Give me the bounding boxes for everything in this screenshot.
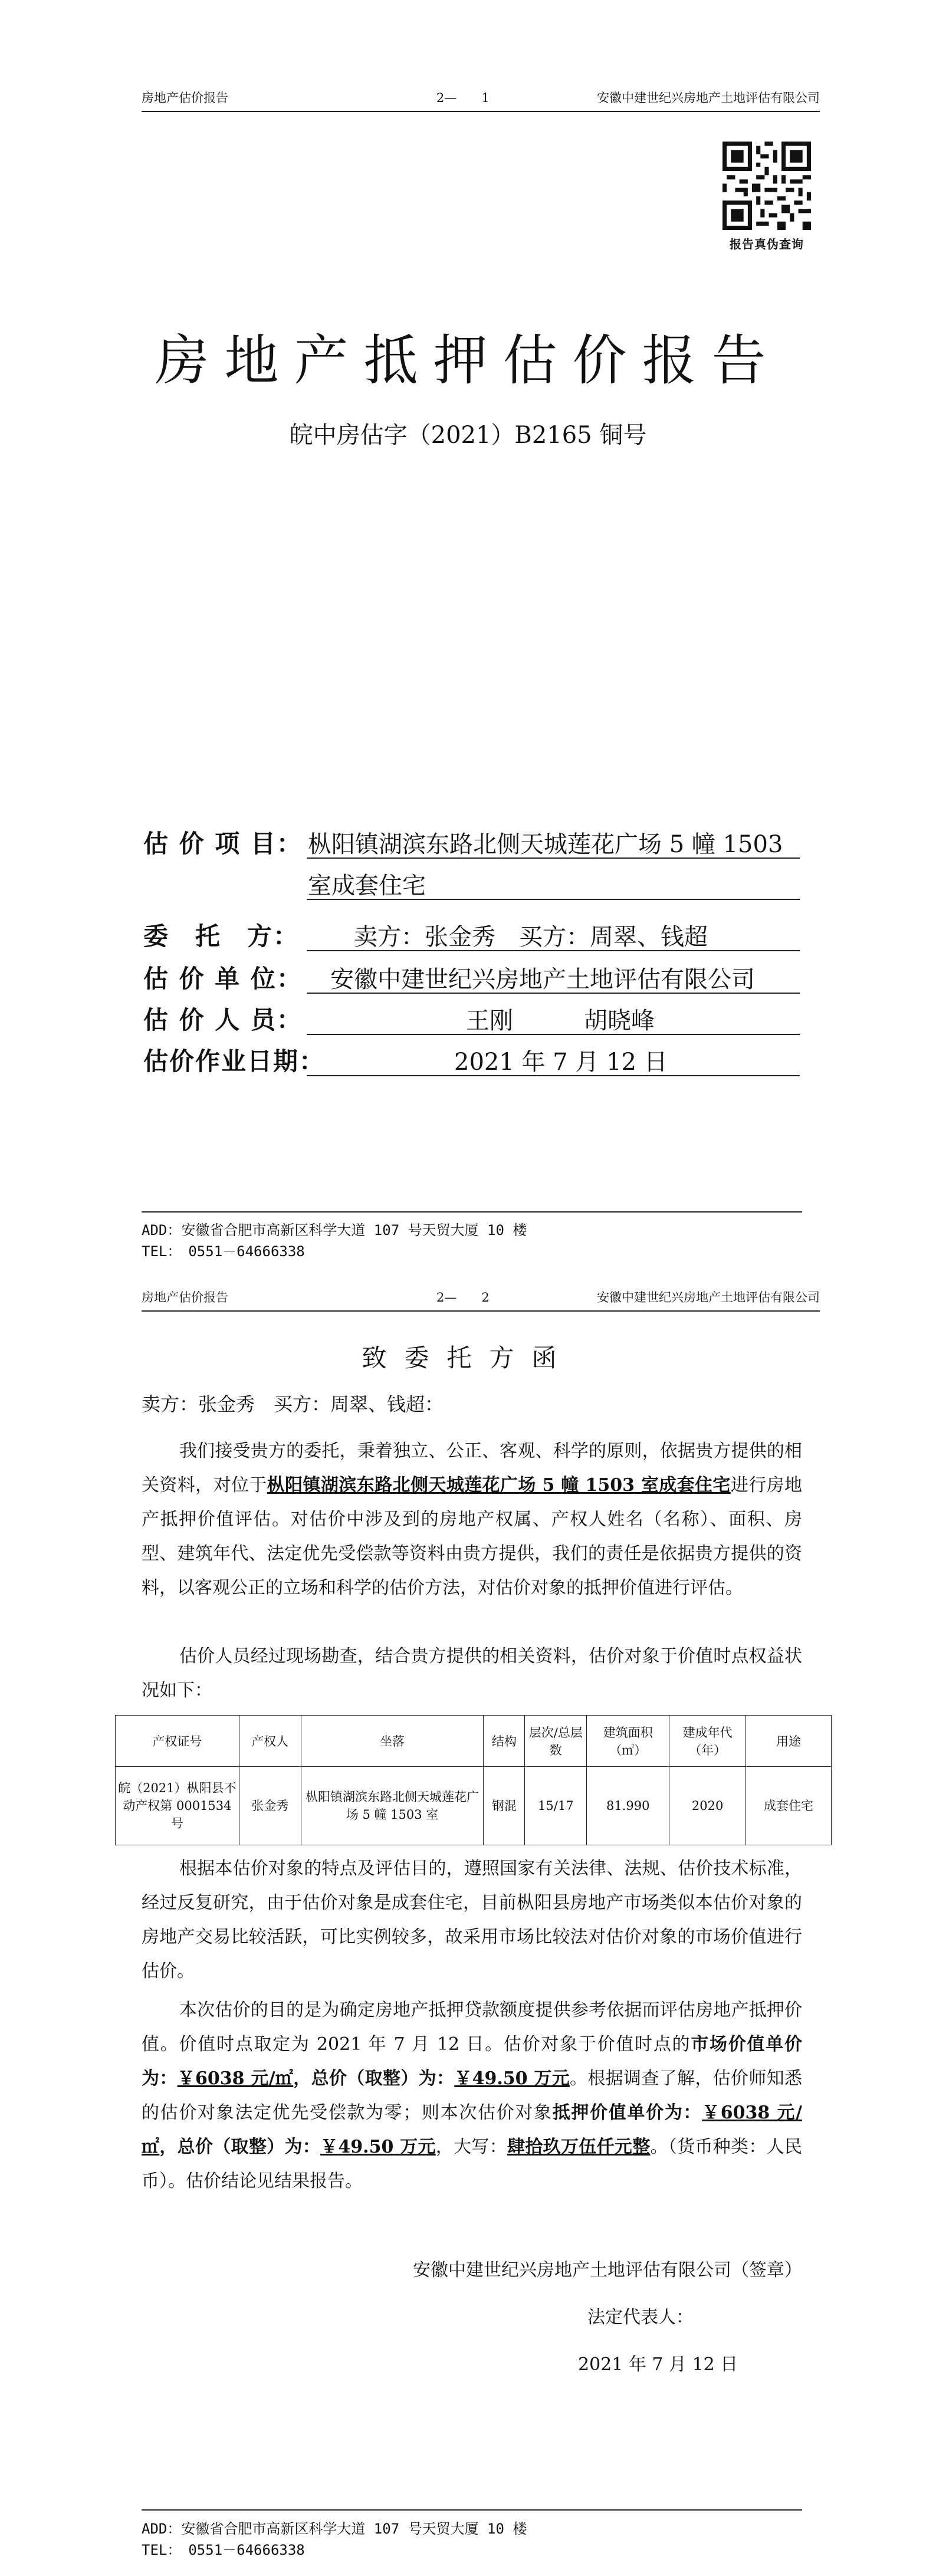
header-left: 房地产估价报告 [142, 91, 228, 105]
cover-page [0, 0, 936, 1286]
field-value-appraisers: 王刚 胡晓峰 [466, 1007, 655, 1034]
letter-date: 2021 年 7 月 12 日 [578, 2354, 738, 2375]
report-title: 房地产抵押估价报告 [155, 329, 781, 392]
page-header [142, 87, 820, 112]
field-label-client: 委 托 方： [143, 922, 300, 951]
table-header: 建成年代（年） [669, 1716, 746, 1767]
amount-in-words: 肆拾玖万伍仟元整 [507, 2137, 651, 2157]
field-value-project-line2: 室成套住宅 [308, 872, 426, 899]
page-header [142, 1287, 820, 1312]
letter-paragraph-1 [142, 1434, 802, 1605]
table-header: 坐落 [301, 1716, 484, 1767]
table-cell-structure: 钢混 [484, 1767, 525, 1845]
header-left: 房地产估价报告 [142, 1290, 228, 1305]
field-value-unit: 安徽中建世纪兴房地产土地评估有限公司 [330, 966, 755, 993]
qr-block [722, 142, 811, 252]
field-label-work-date: 估价作业日期： [143, 1047, 326, 1076]
legal-representative: 法定代表人： [587, 2307, 694, 2328]
p1-property: 枞阳镇湖滨东路北侧天城莲花广场 5 幢 1503 室成套住宅 [267, 1475, 731, 1496]
p4-text: 。根据调查了解，估价师知悉的估价对象法定优先受偿款为零；则本次估价对象 [142, 2068, 803, 2123]
header-company: 安徽中建世纪兴房地产土地评估有限公司 [597, 91, 820, 105]
field-value-project-line1: 枞阳镇湖滨东路北侧天城莲花广场 5 幢 1503 [308, 831, 783, 858]
underline [307, 950, 800, 951]
table-cell-floor: 15/17 [525, 1767, 587, 1845]
table-header: 产权人 [239, 1716, 301, 1767]
table-cell-cert-no: 皖（2021）枞阳县不动产权第 0001534 号 [116, 1767, 239, 1845]
footer-divider [142, 1211, 802, 1213]
mortgage-total-label: ，总价（取整）为： [159, 2137, 321, 2157]
field-label-unit: 估 价 单 位： [143, 964, 303, 993]
mortgage-unit-price-label: 抵押价值单价为： [552, 2102, 702, 2123]
qr-caption: 报告真伪查询 [730, 237, 804, 251]
p1-text-c: 进行房地产抵押价值评估。对估价中涉及到的房地产权属、产权人姓名（名称）、面积、房型、建筑年代、法定优先受偿款等资料由贵方提供，我们的责任是依据贵方提供的资料，以客观公正的立场和科学的估价方法，对估价对象的抵押价值进行评估。 [142, 1475, 803, 1598]
letter-title: 致委托方函 [362, 1343, 574, 1372]
underline [307, 899, 800, 900]
mortgage-unit-price: ￥6038 元/㎡ [142, 2102, 803, 2157]
market-unit-price: ￥6038 元/㎡ [177, 2068, 294, 2089]
table-header-row [116, 1716, 832, 1767]
table-header: 层次/总层数 [525, 1716, 587, 1767]
qr-code-icon[interactable] [722, 142, 811, 230]
letter-paragraph-3: 根据本估价对象的特点及评估目的，遵照国家有关法律、法规、估价技术标准，经过反复研究，由于估价对象是成套住宅，目前枞阳县房地产市场类似本估价对象的房地产交易比较活跃，可比实例较多，故采用市场比较法对估价对象的市场价值进行估价。 [142, 1858, 802, 1982]
mortgage-total: ￥49.50 万元 [320, 2137, 436, 2157]
table-header: 结构 [484, 1716, 525, 1767]
table-cell-location: 枞阳镇湖滨东路北侧天城莲花广场 5 幢 1503 室 [301, 1767, 484, 1845]
letter-paragraph-4 [142, 1993, 802, 2199]
report-number: 皖中房估字（2021）B2165 铜号 [289, 422, 647, 449]
p4-text: ，大写： [435, 2137, 508, 2157]
field-value-work-date: 2021 年 7 月 12 日 [454, 1049, 668, 1076]
footer [142, 2518, 527, 2561]
table-header: 建筑面积（㎡） [587, 1716, 669, 1767]
footer-address: ADD：安徽省合肥市高新区科学大道 107 号天贸大厦 10 楼 [142, 1222, 527, 1238]
letter-salutation: 卖方：张金秀 买方：周翠、钱超： [142, 1393, 444, 1415]
table-cell-area: 81.990 [587, 1767, 669, 1845]
underline [307, 1034, 800, 1035]
field-value-client: 卖方：张金秀 买方：周翠、钱超 [354, 924, 708, 951]
property-table [115, 1715, 832, 1845]
table-cell-year: 2020 [669, 1767, 746, 1845]
table-header: 产权证号 [116, 1716, 239, 1767]
footer [142, 1220, 527, 1262]
field-label-project: 估 价 项 目： [143, 829, 303, 858]
table-cell-usage: 成套住宅 [746, 1767, 832, 1845]
p4-text: 。（货币种类：人民币）。估价结论见结果报告。 [142, 2137, 803, 2191]
p1-text-a: 我们接受贵方的委托，秉着独立、公正、客观、科学的原则，依据贵方提供的相关资料，对位于 [142, 1441, 802, 1496]
company-signature: 安徽中建世纪兴房地产土地评估有限公司（签章） [413, 2260, 802, 2281]
footer-address: ADD：安徽省合肥市高新区科学大道 107 号天贸大厦 10 楼 [142, 2521, 527, 2537]
field-label-appraisers: 估 价 人 员： [143, 1006, 303, 1034]
underline [307, 1075, 800, 1076]
market-unit-price-label: 市场价值单价为： [142, 2034, 802, 2089]
header-page-number: 2— 2 [436, 1290, 490, 1305]
footer-phone: TEL： 0551－64666338 [142, 2542, 305, 2558]
footer-phone: TEL： 0551－64666338 [142, 1243, 305, 1260]
footer-divider [142, 2509, 802, 2511]
header-page-number: 2— 1 [436, 91, 490, 105]
header-company: 安徽中建世纪兴房地产土地评估有限公司 [597, 1290, 820, 1305]
table-header: 用途 [746, 1716, 832, 1767]
p4-text: 本次估价的目的是为确定房地产抵押贷款额度提供参考依据而评估房地产抵押价值。价值时点取定为 2021 年 7 月 12 日。估价对象于价值时点的 [142, 2000, 802, 2055]
underline [307, 857, 800, 859]
market-total-label: ，总价（取整）为： [293, 2068, 455, 2089]
letter-paragraph-2: 估价人员经过现场勘查，结合贵方提供的相关资料，估价对象于价值时点权益状况如下： [142, 1646, 802, 1701]
table-cell-owner: 张金秀 [239, 1767, 301, 1845]
table-row [116, 1767, 832, 1845]
underline [307, 993, 800, 994]
market-total: ￥49.50 万元 [454, 2068, 570, 2089]
